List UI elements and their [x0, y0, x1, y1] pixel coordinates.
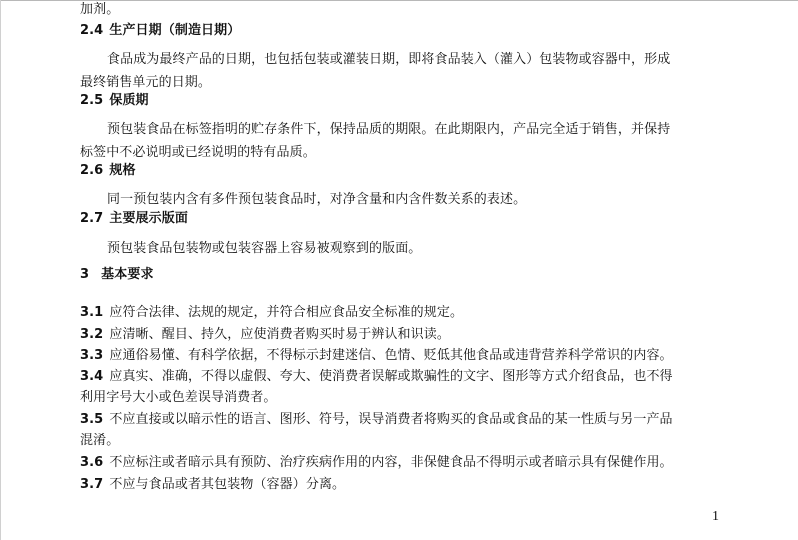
- requirement-3-6: 3.6 不应标注或者暗示具有预防、治疗疾病作用的内容，非保健食品不得明示或者暗示具有保健作用。: [80, 455, 673, 470]
- section-heading-2-7: 2.7 主要展示版面: [80, 211, 188, 226]
- page-number: 1: [712, 509, 719, 524]
- requirement-3-1: 3.1 应符合法律、法规的规定，并符合相应食品安全标准的规定。: [80, 305, 464, 320]
- section-heading-2-4: 2.4 生产日期（制造日期）: [80, 23, 241, 38]
- requirement-3-2: 3.2 应清晰、醒目、持久，应使消费者购买时易于辨认和识读。: [80, 327, 450, 342]
- page-edge-top: [0, 0, 798, 1]
- requirement-3-4-line-1: 3.4 应真实、准确，不得以虚假、夸大、使消费者误解或欺骗性的文字、图形等方式介绍食品，也不得: [80, 369, 673, 384]
- section-heading-3: 3 基本要求: [80, 267, 154, 282]
- section-2-4-text-line-2: 最终销售单元的日期。: [80, 75, 212, 90]
- requirement-3-3: 3.3 应通俗易懂、有科学依据，不得标示封建迷信、色情、贬低其他食品或违背营养科学常识的内容。: [80, 348, 673, 363]
- requirement-3-7: 3.7 不应与食品或者其包装物（容器）分离。: [80, 477, 346, 492]
- section-heading-2-5: 2.5 保质期: [80, 93, 149, 108]
- section-2-4-text-line-1: 食品成为最终产品的日期，也包括包装或灌装日期，即将食品装入（灌入）包装物或容器中，形成: [107, 52, 671, 67]
- section-2-5-text-line-2: 标签中不必说明或已经说明的特有品质。: [80, 145, 316, 160]
- requirement-3-4-line-2: 利用字号大小或色差误导消费者。: [80, 390, 277, 405]
- paragraph-continuation: 加剂。: [80, 2, 120, 17]
- requirement-3-5-line-1: 3.5 不应直接或以暗示性的语言、图形、符号，误导消费者将购买的食品或食品的某一性质与另一产品: [80, 412, 673, 427]
- requirement-3-5-line-2: 混淆。: [80, 433, 120, 448]
- page-edge-left: [0, 0, 1, 540]
- section-2-5-text-line-1: 预包装食品在标签指明的贮存条件下，保持品质的期限。在此期限内，产品完全适于销售，并保持: [107, 122, 671, 137]
- section-2-6-text-line-1: 同一预包装内含有多件预包装食品时，对净含量和内含件数关系的表述。: [107, 192, 527, 207]
- section-heading-2-6: 2.6 规格: [80, 163, 136, 178]
- section-2-7-text-line-1: 预包装食品包装物或包装容器上容易被观察到的版面。: [107, 241, 422, 256]
